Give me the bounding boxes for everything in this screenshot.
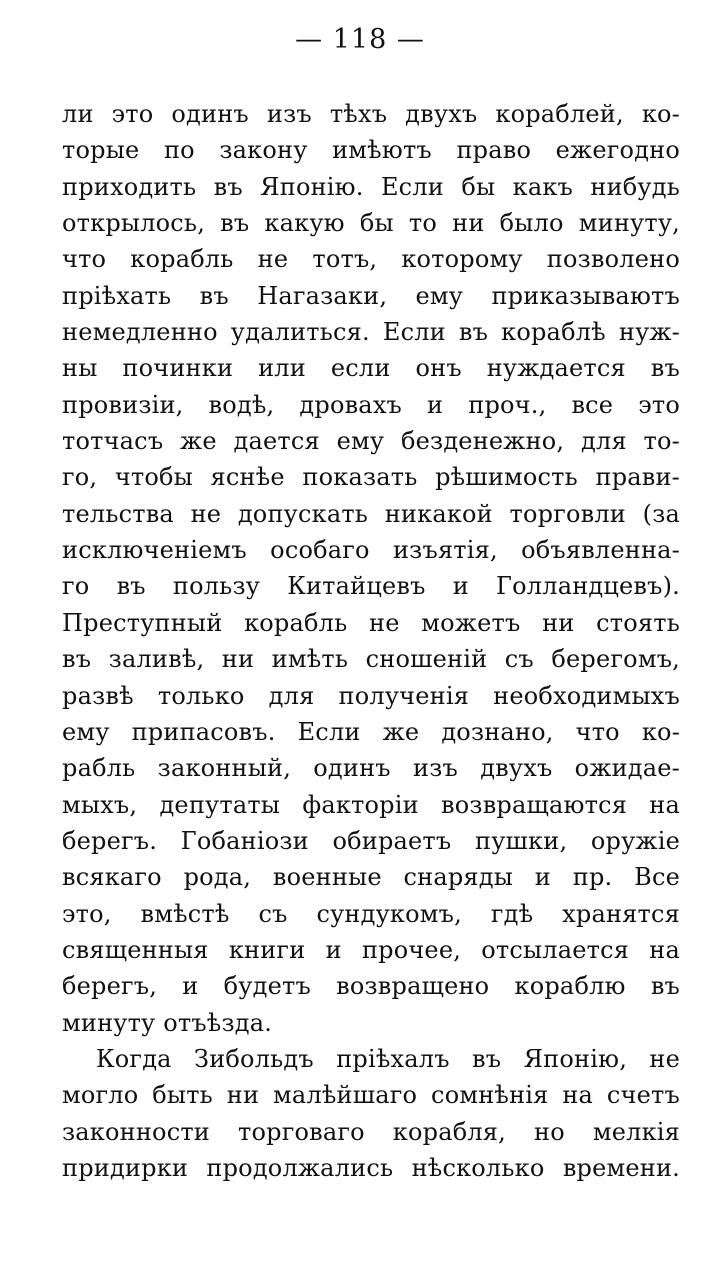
text-line: тотчасъ же дается ему безденежно, для то- (62, 427, 680, 456)
text-line: минуту отъѣзда. (62, 1008, 273, 1037)
page-number: — 118 — (295, 24, 425, 55)
text-line: придирки продолжались нѣсколько времени. (62, 1153, 680, 1182)
text-line: берегъ. Гобаніози обираетъ пушки, оружіе (62, 826, 680, 855)
text-line: ли это одинъ изъ тѣхъ двухъ кораблей, ко- (62, 100, 680, 128)
text-line: священныя книги и прочее, отсылается на (62, 935, 680, 964)
text-line: это, вмѣстѣ съ сундукомъ, гдѣ хранятся (62, 899, 680, 928)
text-line: исключеніемъ особаго изъятія, объявленна- (62, 536, 680, 565)
text-line: го въ пользу Китайцевъ и Голландцевъ). (62, 572, 680, 601)
text-line: мыхъ, депутаты факторіи возвращаются на (62, 790, 680, 819)
text-line: что корабль не тотъ, которому позволено (62, 245, 680, 274)
text-line: пріѣхать въ Нагазаки, ему приказываютъ (62, 281, 680, 310)
text-line: ны починки или если онъ нуждается въ (62, 354, 680, 383)
text-line: рабль законный, одинъ изъ двухъ ожидае- (62, 754, 680, 783)
text-line: Преступный корабль не можетъ ни стоять (62, 608, 680, 637)
text-line: развѣ только для полученія необходимыхъ (62, 681, 680, 710)
text-line: могло быть ни малѣйшаго сомнѣнія на счетъ (62, 1081, 680, 1110)
text-line: открылось, въ какую бы то ни было минуту, (62, 209, 680, 238)
paragraph-2 (62, 1041, 680, 1186)
text-line: немедленно удалиться. Если въ кораблѣ нуж- (62, 318, 680, 347)
text-line: приходить въ Японію. Если бы какъ нибудь (62, 172, 680, 201)
text-line: тельства не допускать никакой торговли (за (62, 499, 680, 528)
body-text (62, 96, 680, 1186)
text-line: законности торговаго корабля, но мелкія (62, 1117, 680, 1146)
text-line: берегъ, и будетъ возвращено кораблю въ (62, 972, 680, 1001)
text-line: торые по закону имѣютъ право ежегодно (62, 136, 680, 165)
text-line: Когда Зибольдъ пріѣхалъ въ Японію, не (96, 1044, 680, 1073)
text-line: ему припасовъ. Если же дознано, что ко- (62, 717, 680, 746)
text-line: провизіи, водѣ, дровахъ и проч., все это (62, 390, 680, 419)
text-line: въ заливѣ, ни имѣть сношеній съ берегомъ, (62, 645, 680, 674)
text-line: го, чтобы яснѣе показать рѣшимость прави- (62, 463, 680, 492)
text-line: всякаго рода, военные снаряды и пр. Все (62, 863, 680, 892)
paragraph-1 (62, 96, 680, 1041)
